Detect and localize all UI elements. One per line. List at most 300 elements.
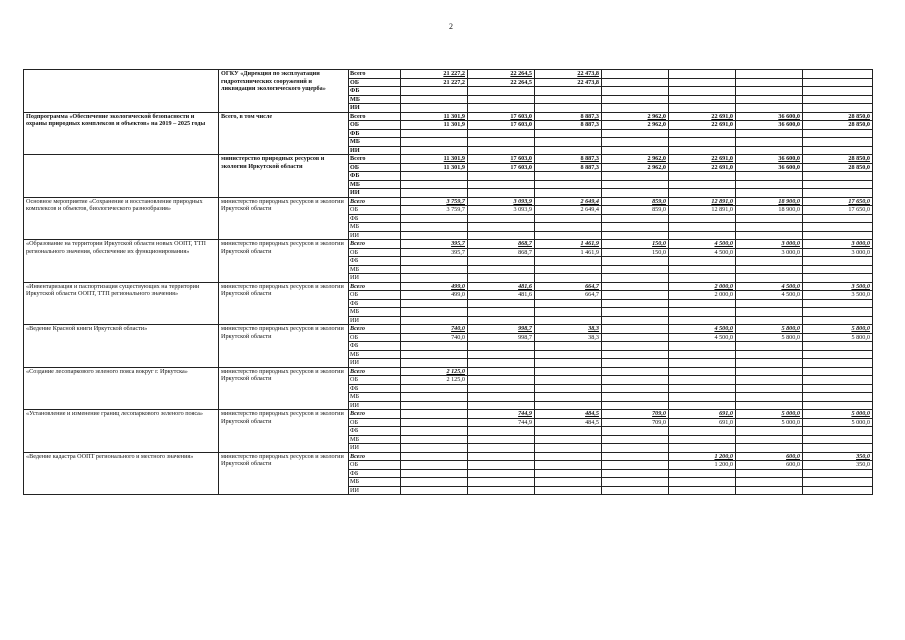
value-cell: 484,5	[535, 418, 602, 427]
funding-source: ОБ	[349, 248, 401, 257]
value-cell	[669, 104, 736, 113]
value-cell	[535, 265, 602, 274]
value-cell	[736, 469, 803, 478]
value-cell: 3 000,0	[803, 240, 873, 249]
value-cell	[736, 486, 803, 495]
value-cell	[401, 274, 468, 283]
value-cell	[468, 180, 535, 189]
table-row	[24, 112, 873, 121]
value-cell	[803, 376, 873, 385]
value-cell	[401, 257, 468, 266]
value-cell: 2 000,0	[669, 291, 736, 300]
funding-source: МБ	[349, 350, 401, 359]
value-cell: 28 850,0	[803, 121, 873, 130]
funding-source: Всего	[349, 112, 401, 121]
value-cell	[736, 129, 803, 138]
activity-name	[24, 155, 219, 198]
value-cell	[602, 291, 669, 300]
value-cell: 3 093,9	[468, 197, 535, 206]
value-cell	[535, 316, 602, 325]
value-cell	[401, 265, 468, 274]
value-cell: 28 850,0	[803, 155, 873, 164]
value-cell	[535, 350, 602, 359]
value-cell	[803, 138, 873, 147]
value-cell	[669, 231, 736, 240]
value-cell	[803, 478, 873, 487]
value-cell	[736, 138, 803, 147]
value-cell: 3 093,9	[468, 206, 535, 215]
value-cell	[669, 486, 736, 495]
value-cell: 8 887,3	[535, 112, 602, 121]
value-cell: 499,0	[401, 282, 468, 291]
table-row	[24, 325, 873, 334]
value-cell	[401, 172, 468, 181]
value-cell: 38,3	[535, 325, 602, 334]
value-cell: 2 649,4	[535, 206, 602, 215]
value-cell: 998,7	[468, 333, 535, 342]
value-cell: 1 461,9	[535, 248, 602, 257]
value-cell: 868,7	[468, 248, 535, 257]
value-cell	[468, 469, 535, 478]
value-cell	[602, 452, 669, 461]
funding-source: МБ	[349, 95, 401, 104]
value-cell: 481,6	[468, 282, 535, 291]
value-cell	[468, 435, 535, 444]
funding-source: МБ	[349, 223, 401, 232]
value-cell: 2 125,0	[401, 367, 468, 376]
table-row	[24, 240, 873, 249]
value-cell	[669, 308, 736, 317]
value-cell: 22 691,0	[669, 112, 736, 121]
value-cell: 5 800,0	[736, 333, 803, 342]
value-cell: 3 000,0	[736, 248, 803, 257]
value-cell: 12 891,0	[669, 206, 736, 215]
value-cell	[669, 223, 736, 232]
value-cell: 21 227,2	[401, 78, 468, 87]
activity-name: «Образование на территории Иркутской области новых ООПТ, ТТП регионального значения, обеспечение их функционирования»	[24, 240, 219, 283]
value-cell	[736, 265, 803, 274]
value-cell	[736, 435, 803, 444]
value-cell	[468, 274, 535, 283]
funding-source: Всего	[349, 410, 401, 419]
responsible-executor: Всего, в том числе	[219, 112, 349, 155]
responsible-executor: министерство природных ресурсов и экологии Иркутской области	[219, 410, 349, 453]
value-cell	[803, 342, 873, 351]
value-cell	[669, 427, 736, 436]
value-cell: 2 962,0	[602, 112, 669, 121]
value-cell	[669, 342, 736, 351]
value-cell	[401, 308, 468, 317]
value-cell	[669, 180, 736, 189]
value-cell	[401, 401, 468, 410]
funding-source: ФБ	[349, 87, 401, 96]
value-cell: 499,0	[401, 291, 468, 300]
value-cell	[401, 393, 468, 402]
value-cell: 22 473,8	[535, 78, 602, 87]
value-cell	[468, 223, 535, 232]
funding-source: Всего	[349, 325, 401, 334]
value-cell	[468, 461, 535, 470]
activity-name: Подпрограмма «Обеспечение экологической безопасности и охраны природных комплексов и объектов» на 2019 – 2025 годы	[24, 112, 219, 155]
funding-source: ИИ	[349, 316, 401, 325]
funding-source: Всего	[349, 452, 401, 461]
value-cell: 2 000,0	[669, 282, 736, 291]
value-cell	[535, 452, 602, 461]
value-cell	[669, 138, 736, 147]
value-cell	[803, 189, 873, 198]
responsible-executor: министерство природных ресурсов и экологии Иркутской области	[219, 240, 349, 283]
value-cell: 744,9	[468, 410, 535, 419]
value-cell: 36 600,0	[736, 155, 803, 164]
value-cell	[468, 214, 535, 223]
value-cell: 744,9	[468, 418, 535, 427]
value-cell	[669, 146, 736, 155]
funding-source: ОБ	[349, 376, 401, 385]
value-cell	[535, 87, 602, 96]
value-cell	[803, 299, 873, 308]
value-cell	[535, 104, 602, 113]
value-cell: 28 850,0	[803, 112, 873, 121]
value-cell	[736, 427, 803, 436]
value-cell	[669, 189, 736, 198]
value-cell	[535, 257, 602, 266]
funding-source: ИИ	[349, 444, 401, 453]
responsible-executor: министерство природных ресурсов и экологии Иркутской области	[219, 282, 349, 325]
page-number: 2	[449, 22, 453, 31]
funding-source: МБ	[349, 265, 401, 274]
funding-source: ФБ	[349, 342, 401, 351]
value-cell	[401, 384, 468, 393]
value-cell: 8 887,3	[535, 163, 602, 172]
value-cell	[468, 376, 535, 385]
value-cell: 859,0	[602, 206, 669, 215]
funding-source: ОБ	[349, 206, 401, 215]
value-cell	[803, 78, 873, 87]
value-cell	[736, 146, 803, 155]
value-cell	[468, 393, 535, 402]
funding-source: Всего	[349, 70, 401, 79]
value-cell: 350,0	[803, 461, 873, 470]
activity-name	[24, 70, 219, 113]
value-cell	[535, 274, 602, 283]
funding-source: ИИ	[349, 189, 401, 198]
value-cell	[602, 401, 669, 410]
value-cell: 5 000,0	[803, 418, 873, 427]
value-cell	[602, 223, 669, 232]
value-cell	[736, 359, 803, 368]
value-cell: 5 800,0	[803, 333, 873, 342]
value-cell	[535, 367, 602, 376]
value-cell: 21 227,2	[401, 70, 468, 79]
value-cell	[468, 308, 535, 317]
value-cell: 22 691,0	[669, 163, 736, 172]
value-cell: 2 649,4	[535, 197, 602, 206]
value-cell	[602, 308, 669, 317]
responsible-executor: министерство природных ресурсов и экологии Иркутской области	[219, 452, 349, 495]
value-cell	[602, 376, 669, 385]
value-cell	[669, 214, 736, 223]
value-cell: 12 891,0	[669, 197, 736, 206]
value-cell	[401, 129, 468, 138]
funding-source: МБ	[349, 435, 401, 444]
funding-source: Всего	[349, 240, 401, 249]
value-cell	[669, 70, 736, 79]
value-cell	[602, 129, 669, 138]
activity-name: «Инвентаризация и паспортизация существующих на территории Иркутской области ООПТ, ТТП регионального значения»	[24, 282, 219, 325]
value-cell	[602, 87, 669, 96]
value-cell	[535, 469, 602, 478]
funding-source: МБ	[349, 138, 401, 147]
value-cell	[736, 70, 803, 79]
value-cell	[401, 342, 468, 351]
value-cell	[803, 359, 873, 368]
value-cell	[401, 478, 468, 487]
value-cell	[535, 308, 602, 317]
funding-source: Всего	[349, 197, 401, 206]
value-cell	[803, 231, 873, 240]
value-cell	[736, 299, 803, 308]
value-cell	[669, 78, 736, 87]
value-cell: 11 301,9	[401, 112, 468, 121]
value-cell: 4 500,0	[669, 333, 736, 342]
value-cell	[602, 486, 669, 495]
value-cell	[669, 435, 736, 444]
value-cell	[401, 410, 468, 419]
value-cell: 11 301,9	[401, 163, 468, 172]
value-cell	[669, 376, 736, 385]
value-cell	[535, 444, 602, 453]
value-cell	[736, 308, 803, 317]
value-cell	[468, 316, 535, 325]
value-cell	[669, 172, 736, 181]
funding-source: ИИ	[349, 486, 401, 495]
value-cell	[401, 418, 468, 427]
funding-source: ИИ	[349, 401, 401, 410]
responsible-executor: министерство природных ресурсов и экологии Иркутской области	[219, 197, 349, 240]
responsible-executor: министерство природных ресурсов и экологии Иркутской области	[219, 367, 349, 410]
value-cell: 859,0	[602, 197, 669, 206]
value-cell	[535, 138, 602, 147]
value-cell	[602, 350, 669, 359]
value-cell: 5 000,0	[736, 410, 803, 419]
value-cell	[401, 452, 468, 461]
value-cell: 4 500,0	[736, 282, 803, 291]
value-cell	[535, 214, 602, 223]
value-cell	[468, 299, 535, 308]
value-cell: 28 850,0	[803, 163, 873, 172]
value-cell: 3 000,0	[736, 240, 803, 249]
value-cell	[401, 95, 468, 104]
table-row	[24, 452, 873, 461]
value-cell	[736, 274, 803, 283]
value-cell	[736, 95, 803, 104]
value-cell	[468, 138, 535, 147]
value-cell	[803, 172, 873, 181]
value-cell: 2 962,0	[602, 163, 669, 172]
value-cell: 18 900,0	[736, 197, 803, 206]
value-cell: 1 200,0	[669, 452, 736, 461]
value-cell	[803, 146, 873, 155]
value-cell	[535, 342, 602, 351]
value-cell	[736, 78, 803, 87]
value-cell	[602, 189, 669, 198]
value-cell: 1 200,0	[669, 461, 736, 470]
value-cell: 691,0	[669, 418, 736, 427]
value-cell	[803, 308, 873, 317]
value-cell	[602, 95, 669, 104]
value-cell	[401, 316, 468, 325]
value-cell	[602, 367, 669, 376]
value-cell	[803, 223, 873, 232]
value-cell: 481,6	[468, 291, 535, 300]
value-cell	[535, 95, 602, 104]
program-budget-table	[23, 69, 873, 495]
value-cell	[602, 214, 669, 223]
value-cell: 998,7	[468, 325, 535, 334]
value-cell: 709,0	[602, 418, 669, 427]
value-cell	[669, 316, 736, 325]
responsible-executor: министерство природных ресурсов и экологии Иркутской области	[219, 155, 349, 198]
value-cell	[803, 214, 873, 223]
value-cell: 691,0	[669, 410, 736, 419]
value-cell	[803, 257, 873, 266]
value-cell	[602, 78, 669, 87]
value-cell	[803, 427, 873, 436]
value-cell	[602, 146, 669, 155]
value-cell	[602, 104, 669, 113]
value-cell: 38,3	[535, 333, 602, 342]
value-cell	[736, 478, 803, 487]
value-cell	[535, 231, 602, 240]
value-cell	[468, 478, 535, 487]
value-cell	[803, 87, 873, 96]
funding-source: ИИ	[349, 146, 401, 155]
value-cell: 150,0	[602, 248, 669, 257]
value-cell	[602, 231, 669, 240]
value-cell	[803, 486, 873, 495]
value-cell: 600,0	[736, 452, 803, 461]
value-cell	[401, 189, 468, 198]
value-cell	[669, 87, 736, 96]
value-cell	[803, 70, 873, 79]
value-cell	[669, 469, 736, 478]
value-cell	[669, 401, 736, 410]
value-cell	[468, 146, 535, 155]
value-cell	[602, 257, 669, 266]
value-cell	[669, 95, 736, 104]
value-cell	[468, 427, 535, 436]
value-cell	[535, 384, 602, 393]
value-cell	[669, 384, 736, 393]
value-cell	[468, 87, 535, 96]
value-cell	[602, 274, 669, 283]
value-cell: 3 759,7	[401, 206, 468, 215]
value-cell: 17 650,0	[803, 206, 873, 215]
value-cell	[401, 427, 468, 436]
value-cell	[736, 444, 803, 453]
value-cell	[803, 469, 873, 478]
activity-name: «Создание лесопаркового зеленого пояса вокруг г. Иркутска»	[24, 367, 219, 410]
funding-source: ФБ	[349, 257, 401, 266]
value-cell	[602, 469, 669, 478]
value-cell	[803, 274, 873, 283]
value-cell	[669, 299, 736, 308]
value-cell	[803, 444, 873, 453]
funding-source: ФБ	[349, 172, 401, 181]
value-cell	[401, 461, 468, 470]
value-cell	[401, 299, 468, 308]
value-cell	[736, 401, 803, 410]
value-cell: 4 500,0	[736, 291, 803, 300]
value-cell	[401, 214, 468, 223]
value-cell	[468, 129, 535, 138]
value-cell: 17 603,0	[468, 121, 535, 130]
value-cell	[602, 172, 669, 181]
value-cell	[736, 172, 803, 181]
value-cell	[803, 104, 873, 113]
value-cell	[535, 427, 602, 436]
funding-source: Всего	[349, 367, 401, 376]
value-cell	[669, 265, 736, 274]
value-cell	[468, 359, 535, 368]
value-cell	[468, 231, 535, 240]
value-cell	[602, 333, 669, 342]
table-row	[24, 70, 873, 79]
responsible-executor: министерство природных ресурсов и экологии Иркутской области	[219, 325, 349, 368]
value-cell: 5 800,0	[736, 325, 803, 334]
funding-source: ОБ	[349, 291, 401, 300]
funding-source: ИИ	[349, 104, 401, 113]
value-cell	[468, 342, 535, 351]
value-cell	[401, 231, 468, 240]
value-cell: 8 887,3	[535, 155, 602, 164]
funding-source: Всего	[349, 155, 401, 164]
value-cell: 2 962,0	[602, 155, 669, 164]
value-cell	[602, 316, 669, 325]
funding-source: ФБ	[349, 299, 401, 308]
value-cell	[803, 401, 873, 410]
activity-name: «Ведение кадастра ООПТ регионального и местного значения»	[24, 452, 219, 495]
value-cell	[401, 87, 468, 96]
value-cell	[468, 95, 535, 104]
value-cell	[535, 461, 602, 470]
table-row	[24, 197, 873, 206]
value-cell	[803, 129, 873, 138]
value-cell: 22 473,8	[535, 70, 602, 79]
value-cell	[736, 104, 803, 113]
value-cell	[803, 316, 873, 325]
value-cell	[535, 223, 602, 232]
value-cell: 740,0	[401, 333, 468, 342]
value-cell	[602, 180, 669, 189]
value-cell	[468, 384, 535, 393]
value-cell	[401, 138, 468, 147]
funding-source: ФБ	[349, 469, 401, 478]
value-cell	[535, 478, 602, 487]
value-cell	[669, 350, 736, 359]
value-cell	[602, 265, 669, 274]
value-cell	[401, 444, 468, 453]
value-cell	[535, 180, 602, 189]
value-cell	[535, 172, 602, 181]
value-cell: 5 000,0	[736, 418, 803, 427]
value-cell	[669, 444, 736, 453]
value-cell	[736, 223, 803, 232]
value-cell	[669, 359, 736, 368]
value-cell	[535, 435, 602, 444]
funding-source: ИИ	[349, 274, 401, 283]
value-cell	[401, 486, 468, 495]
